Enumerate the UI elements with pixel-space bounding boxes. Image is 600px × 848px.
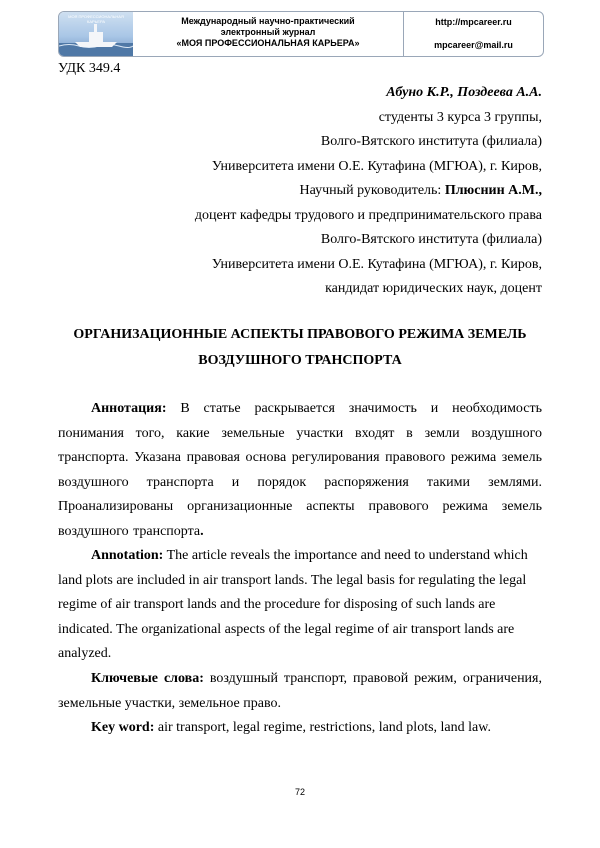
author-line-5: доцент кафедры трудового и предпринимательского права bbox=[194, 207, 542, 223]
title-line-2: ВОЗДУШНОГО ТРАНСПОРТА bbox=[198, 353, 402, 368]
abstract-en bbox=[58, 544, 542, 667]
abstract-ru-label: Аннотация: bbox=[91, 401, 167, 416]
journal-name bbox=[133, 12, 404, 56]
abstract-en-line-2: land plots are included in air transport lands. The legal basis for regulating the legal bbox=[58, 572, 527, 588]
journal-logo bbox=[59, 12, 133, 56]
article-title bbox=[58, 322, 542, 374]
abstract-en-line-1: Annotation: The article reveals the importance and need to understand which bbox=[91, 548, 528, 563]
page-number: 72 bbox=[294, 787, 305, 797]
abstract-en-line-3: regime of air transport lands and the procedure for disposing of such lands are bbox=[58, 597, 496, 612]
supervisor-line bbox=[195, 179, 542, 204]
journal-line-1: Международный научно-практический bbox=[181, 16, 355, 26]
website-link[interactable]: http://mpcareer.ru bbox=[435, 17, 512, 27]
abstract-ru-end: . bbox=[200, 523, 204, 539]
author-names: Абуно К.Р., Поздеева А.А. bbox=[386, 85, 542, 100]
keywords-en-text: air transport, legal regime, restrictions, land plots, land law. bbox=[154, 720, 491, 735]
keywords-en-label: Key word: bbox=[91, 720, 155, 735]
abstract-ru bbox=[58, 397, 542, 544]
journal-header bbox=[58, 11, 544, 57]
author-block bbox=[195, 81, 542, 302]
keywords-ru-text: воздушный транспорт, правовой режим, ограничения, земельные участки, земельное право. bbox=[58, 671, 542, 711]
abstract-en-line-5: analyzed. bbox=[58, 646, 112, 661]
abstract-ru-text: В статье раскрывается значимость и необходимость понимания того, какие земельные участки входят в земли воздушного транспорта. Указана правовая основа регулирования правового режима земель воздушного транспорта и порядок распоряжения такими землями. Проанализированы организационные аспекты правового режима земель воздушного транспорта bbox=[58, 401, 542, 539]
author-line-8: кандидат юридических наук, доцент bbox=[325, 281, 542, 296]
email-link[interactable]: mpcareer@mail.ru bbox=[434, 40, 513, 50]
udk-code: УДК 349.4 bbox=[58, 61, 121, 76]
logo-caption: МОЯ ПРОФЕССИОНАЛЬНАЯ КАРЬЕРА bbox=[68, 14, 124, 24]
author-line-6: Волго-Вятского института (филиала) bbox=[320, 232, 542, 247]
journal-line-2: электронный журнал bbox=[220, 27, 316, 37]
abstract-en-line-4: indicated. The organizational aspects of the legal regime of air transport lands are bbox=[58, 621, 515, 637]
author-line-2: Волго-Вятского института (филиала) bbox=[320, 134, 542, 149]
journal-contacts bbox=[404, 12, 543, 56]
keywords-en bbox=[58, 716, 542, 741]
journal-line-3: «МОЯ ПРОФЕССИОНАЛЬНАЯ КАРЬЕРА» bbox=[176, 38, 360, 48]
author-line-1: студенты 3 курса 3 группы, bbox=[378, 109, 542, 125]
keywords-ru-label: Ключевые слова: bbox=[91, 671, 204, 686]
supervisor-name: Плюснин А.М., bbox=[444, 183, 542, 198]
title-line-1: ОРГАНИЗАЦИОННЫЕ АСПЕКТЫ ПРАВОВОГО РЕЖИМА ЗЕМЕЛЬ bbox=[73, 327, 527, 342]
keywords-ru bbox=[58, 667, 542, 716]
supervisor-label: Научный руководитель: bbox=[299, 183, 445, 198]
author-line-7: Университета имени О.Е. Кутафина (МГЮА), г. Киров, bbox=[211, 256, 542, 272]
abstract-en-label: Annotation: bbox=[91, 548, 164, 563]
author-line-3: Университета имени О.Е. Кутафина (МГЮА), г. Киров, bbox=[211, 158, 542, 174]
